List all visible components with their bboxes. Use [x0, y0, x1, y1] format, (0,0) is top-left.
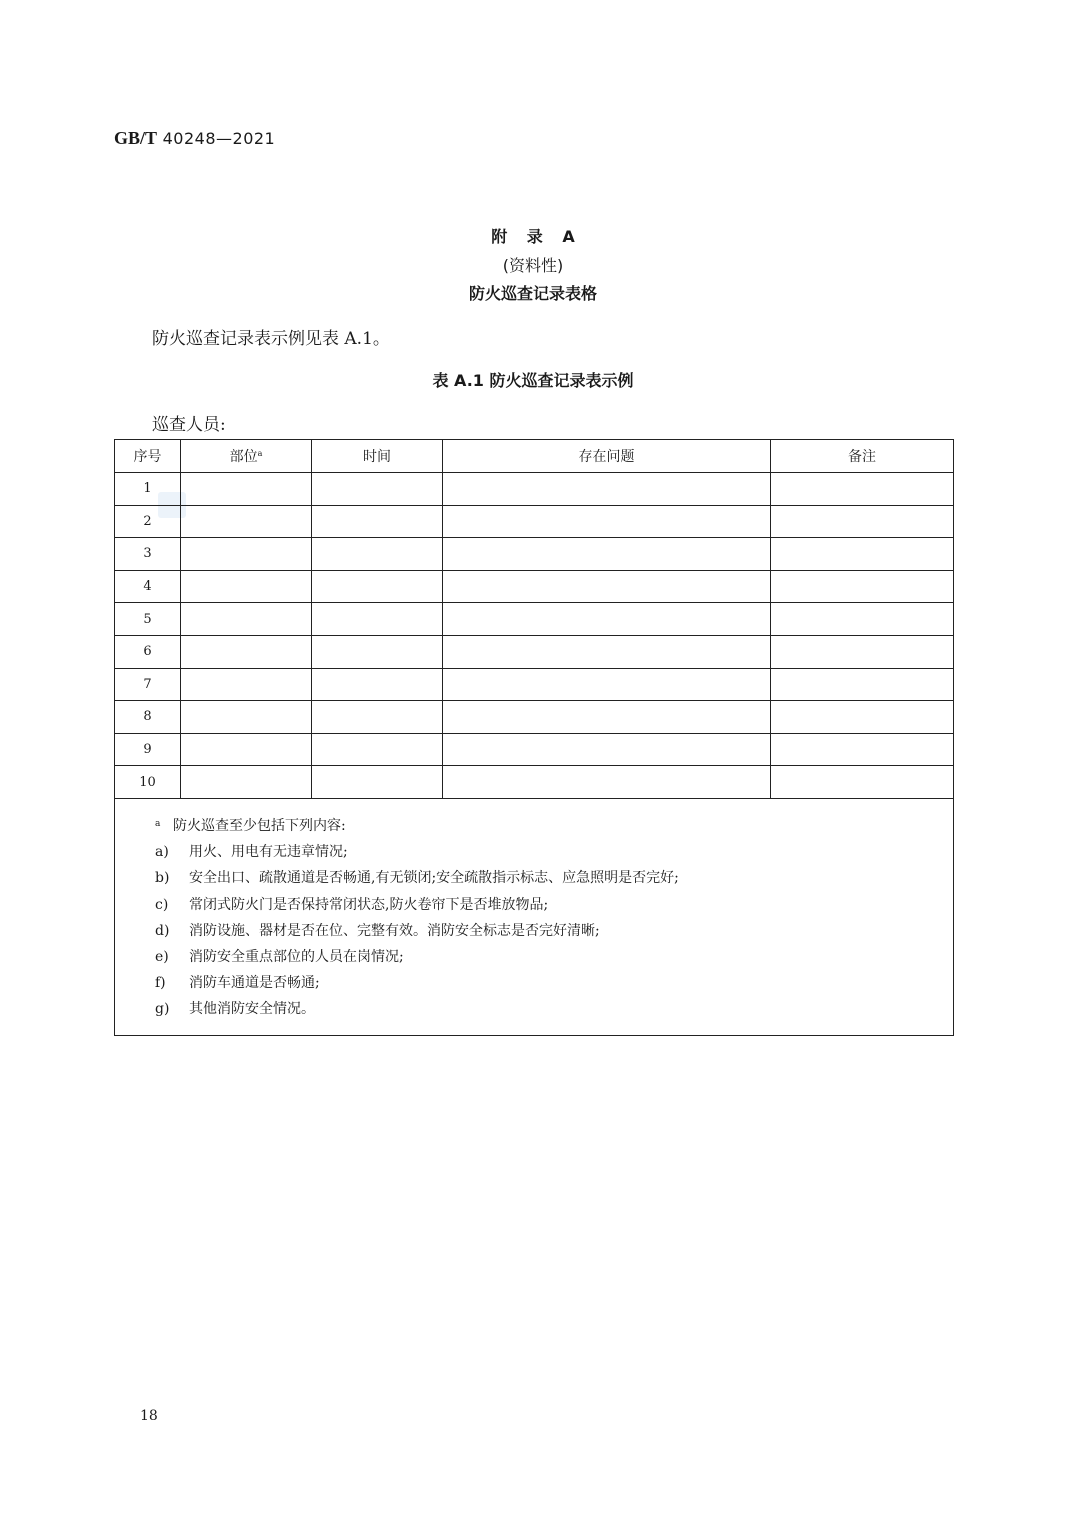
- annex-name-heading: 防火巡查记录表格: [468, 284, 597, 303]
- remarks-cell[interactable]: [771, 668, 954, 701]
- row-number: 1: [115, 473, 181, 506]
- remarks-cell[interactable]: [771, 505, 954, 538]
- table-footnote-row: [115, 798, 954, 1035]
- footnote-item: [155, 865, 953, 891]
- footnote-item: [155, 944, 953, 970]
- time-cell[interactable]: [312, 733, 443, 766]
- remarks-cell[interactable]: [771, 701, 954, 734]
- issues-cell[interactable]: [443, 635, 771, 668]
- footnote-item-text: 用火、用电有无违章情况;: [189, 844, 348, 861]
- issues-cell[interactable]: [443, 473, 771, 506]
- issues-cell[interactable]: [443, 603, 771, 636]
- header-time: 时间: [312, 440, 443, 473]
- row-number: 8: [115, 701, 181, 734]
- footnote-item-mark: g): [155, 1001, 170, 1018]
- footnote-item-text: 消防车通道是否畅通;: [189, 975, 320, 992]
- remarks-cell[interactable]: [771, 766, 954, 799]
- time-cell[interactable]: [312, 505, 443, 538]
- table-row: [115, 570, 954, 603]
- time-cell[interactable]: [312, 766, 443, 799]
- time-cell[interactable]: [312, 701, 443, 734]
- table-header-row: [115, 440, 954, 473]
- row-number: 6: [115, 635, 181, 668]
- header-remarks: 备注: [771, 440, 954, 473]
- header-location-label: 部位: [229, 449, 258, 465]
- time-cell[interactable]: [312, 668, 443, 701]
- location-cell[interactable]: [181, 668, 312, 701]
- table-row: [115, 635, 954, 668]
- footnote-item-text: 其他消防安全情况。: [189, 1001, 315, 1018]
- location-cell[interactable]: [181, 538, 312, 571]
- footnote-cell: [115, 798, 954, 1035]
- time-cell[interactable]: [312, 603, 443, 636]
- table-row: [115, 603, 954, 636]
- remarks-cell[interactable]: [771, 570, 954, 603]
- footnote-item-mark: f): [155, 975, 166, 992]
- table-row: [115, 505, 954, 538]
- remarks-cell[interactable]: [771, 603, 954, 636]
- standard-code: [114, 128, 275, 149]
- fire-patrol-record-table: [114, 439, 954, 1036]
- footnote-item-text: 消防安全重点部位的人员在岗情况;: [189, 948, 404, 965]
- footnote-item-mark: e): [155, 948, 169, 965]
- footnote-item-mark: d): [155, 922, 170, 939]
- standard-prefix: GB/T: [114, 128, 158, 148]
- location-cell[interactable]: [181, 505, 312, 538]
- annex-letter-heading: 附 录 A: [491, 227, 575, 246]
- header-location-footnote-mark: a: [257, 449, 263, 458]
- remarks-cell[interactable]: [771, 538, 954, 571]
- table-row: [115, 473, 954, 506]
- location-cell[interactable]: [181, 701, 312, 734]
- location-cell[interactable]: [181, 603, 312, 636]
- footnote-mark: a: [155, 818, 161, 829]
- table-row: [115, 733, 954, 766]
- header-serial: 序号: [115, 440, 181, 473]
- footnote-intro: [155, 811, 953, 839]
- location-cell[interactable]: [181, 570, 312, 603]
- issues-cell[interactable]: [443, 701, 771, 734]
- row-number: 10: [115, 766, 181, 799]
- inspector-label: 巡查人员:: [152, 415, 226, 435]
- footnote-item: [155, 996, 953, 1022]
- footnote-item: [155, 970, 953, 996]
- location-cell[interactable]: [181, 635, 312, 668]
- location-cell[interactable]: [181, 473, 312, 506]
- footnote-item-mark: a): [155, 844, 169, 861]
- annex-nature-heading: (资料性): [502, 256, 564, 275]
- issues-cell[interactable]: [443, 766, 771, 799]
- standard-number: 40248—2021: [162, 129, 276, 148]
- issues-cell[interactable]: [443, 570, 771, 603]
- footnote-item-text: 常闭式防火门是否保持常闭状态,防火卷帘下是否堆放物品;: [189, 896, 549, 913]
- header-location: [181, 440, 312, 473]
- time-cell[interactable]: [312, 570, 443, 603]
- location-cell[interactable]: [181, 733, 312, 766]
- location-cell[interactable]: [181, 766, 312, 799]
- time-cell[interactable]: [312, 635, 443, 668]
- row-number: 7: [115, 668, 181, 701]
- footnote-item-text: 安全出口、疏散通道是否畅通,有无锁闭;安全疏散指示标志、应急照明是否完好;: [189, 870, 679, 887]
- footnote-item-mark: b): [155, 870, 170, 887]
- row-number: 2: [115, 505, 181, 538]
- footnote-item: [155, 918, 953, 944]
- footnote-item-mark: c): [155, 896, 169, 913]
- table-caption: 表 A.1 防火巡查记录表示例: [432, 371, 634, 390]
- issues-cell[interactable]: [443, 668, 771, 701]
- page-number: 18: [140, 1408, 158, 1424]
- intro-paragraph: 防火巡查记录表示例见表 A.1。: [152, 329, 390, 349]
- remarks-cell[interactable]: [771, 733, 954, 766]
- footnote-item: [155, 892, 953, 918]
- row-number: 9: [115, 733, 181, 766]
- row-number: 4: [115, 570, 181, 603]
- row-number: 5: [115, 603, 181, 636]
- table-row: [115, 538, 954, 571]
- remarks-cell[interactable]: [771, 635, 954, 668]
- footnote-item: [155, 839, 953, 865]
- footnote-intro-text: 防火巡查至少包括下列内容:: [173, 817, 346, 834]
- header-issues: 存在问题: [443, 440, 771, 473]
- issues-cell[interactable]: [443, 538, 771, 571]
- time-cell[interactable]: [312, 538, 443, 571]
- footnote-item-text: 消防设施、器材是否在位、完整有效。消防安全标志是否完好清晰;: [189, 922, 600, 939]
- row-number: 3: [115, 538, 181, 571]
- table-row: [115, 668, 954, 701]
- table-row: [115, 701, 954, 734]
- remarks-cell[interactable]: [771, 473, 954, 506]
- issues-cell[interactable]: [443, 733, 771, 766]
- time-cell[interactable]: [312, 473, 443, 506]
- table-row: [115, 766, 954, 799]
- issues-cell[interactable]: [443, 505, 771, 538]
